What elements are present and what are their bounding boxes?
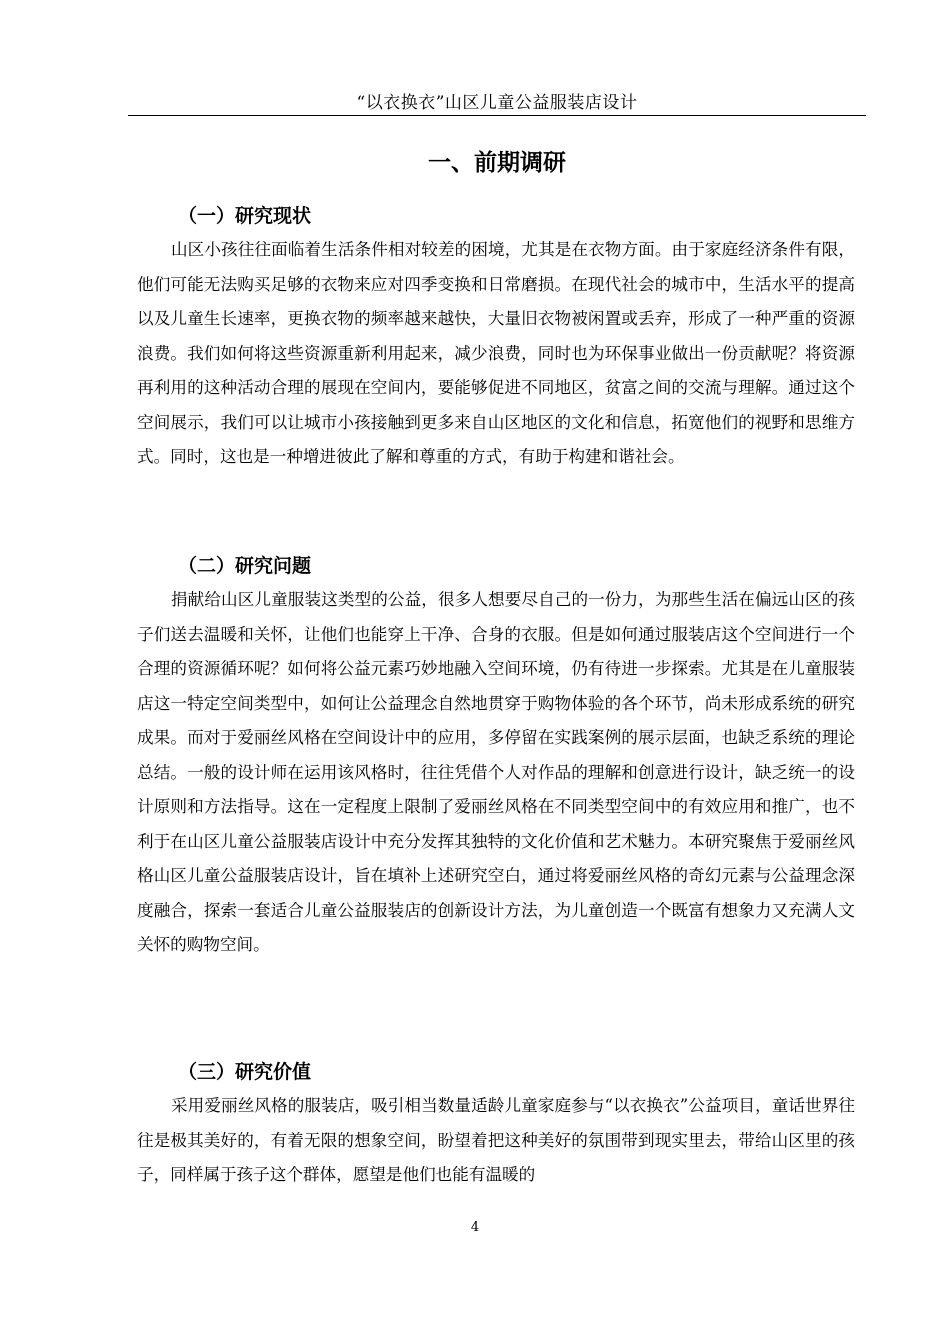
section-research-value xyxy=(137,1055,855,1193)
running-header: “以衣换衣”山区儿童公益服装店设计 xyxy=(356,93,638,113)
section-research-questions xyxy=(137,549,855,963)
section-paragraph: 捐献给山区儿童服装这类型的公益，很多人想要尽自己的一份力，为那些生活在偏远山区的孩子们送去温暖和关怀，让他们也能穿上干净、合身的衣服。但是如何通过服装店这个空间进行一个合理的资源循环呢？如何将公益元素巧妙地融入空间环境，仍有待进一步探索。尤其是在儿童服装店这一特定空间类型中，如何让公益理念自然地贯穿于购物体验的各个环节，尚未形成系统的研究成果。而对于爱丽丝风格在空间设计中的应用，多停留在实践案例的展示层面，也缺乏系统的理论总结。一般的设计师在运用该风格时，往往凭借个人对作品的理解和创意进行设计，缺乏统一的设计原则和方法指导。这在一定程度上限制了爱丽丝风格在不同类型空间中的有效应用和推广，也不利于在山区儿童公益服装店设计中充分发挥其独特的文化价值和艺术魅力。本研究聚焦于爱丽丝风格山区儿童公益服装店设计，旨在填补上述研究空白，通过将爱丽丝风格的奇幻元素与公益理念深度融合，探索一套适合儿童公益服装店的创新设计方法，为儿童创造一个既富有想象力又充满人文关怀的购物空间。 xyxy=(137,590,855,954)
page-number: 4 xyxy=(470,1220,480,1235)
chapter-title: 一、前期调研 xyxy=(428,150,566,176)
section-paragraph: 山区小孩往往面临着生活条件相对较差的困境，尤其是在衣物方面。由于家庭经济条件有限，他们可能无法购买足够的衣物来应对四季变换和日常磨损。在现代社会的城市中，生活水平的提高以及儿童生长速率，更换衣物的频率越来越快，大量旧衣物被闲置或丢弃，形成了一种严重的资源浪费。我们如何将这些资源重新利用起来，减少浪费，同时也为环保事业做出一份贡献呢？将资源再利用的这种活动合理的展现在空间内，要能够促进不同地区，贫富之间的交流与理解。通过这个空间展示，我们可以让城市小孩接触到更多来自山区地区的文化和信息，拓宽他们的视野和思维方式。同时，这也是一种增进彼此了解和尊重的方式，有助于构建和谐社会。 xyxy=(137,240,855,466)
section-heading: （二）研究问题 xyxy=(178,555,312,577)
section-heading: （一）研究现状 xyxy=(178,205,312,227)
section-paragraph: 采用爱丽丝风格的服装店，吸引相当数量适龄儿童家庭参与“以衣换衣”公益项目，童话世界往往是极其美好的，有着无限的想象空间，盼望着把这种美好的氛围带到现实里去，带给山区里的孩子，同样属于孩子这个群体，愿望是他们也能有温暖的 xyxy=(137,1096,855,1184)
header-rule xyxy=(128,115,866,116)
section-heading: （三）研究价值 xyxy=(178,1061,312,1083)
section-research-status xyxy=(137,199,855,475)
